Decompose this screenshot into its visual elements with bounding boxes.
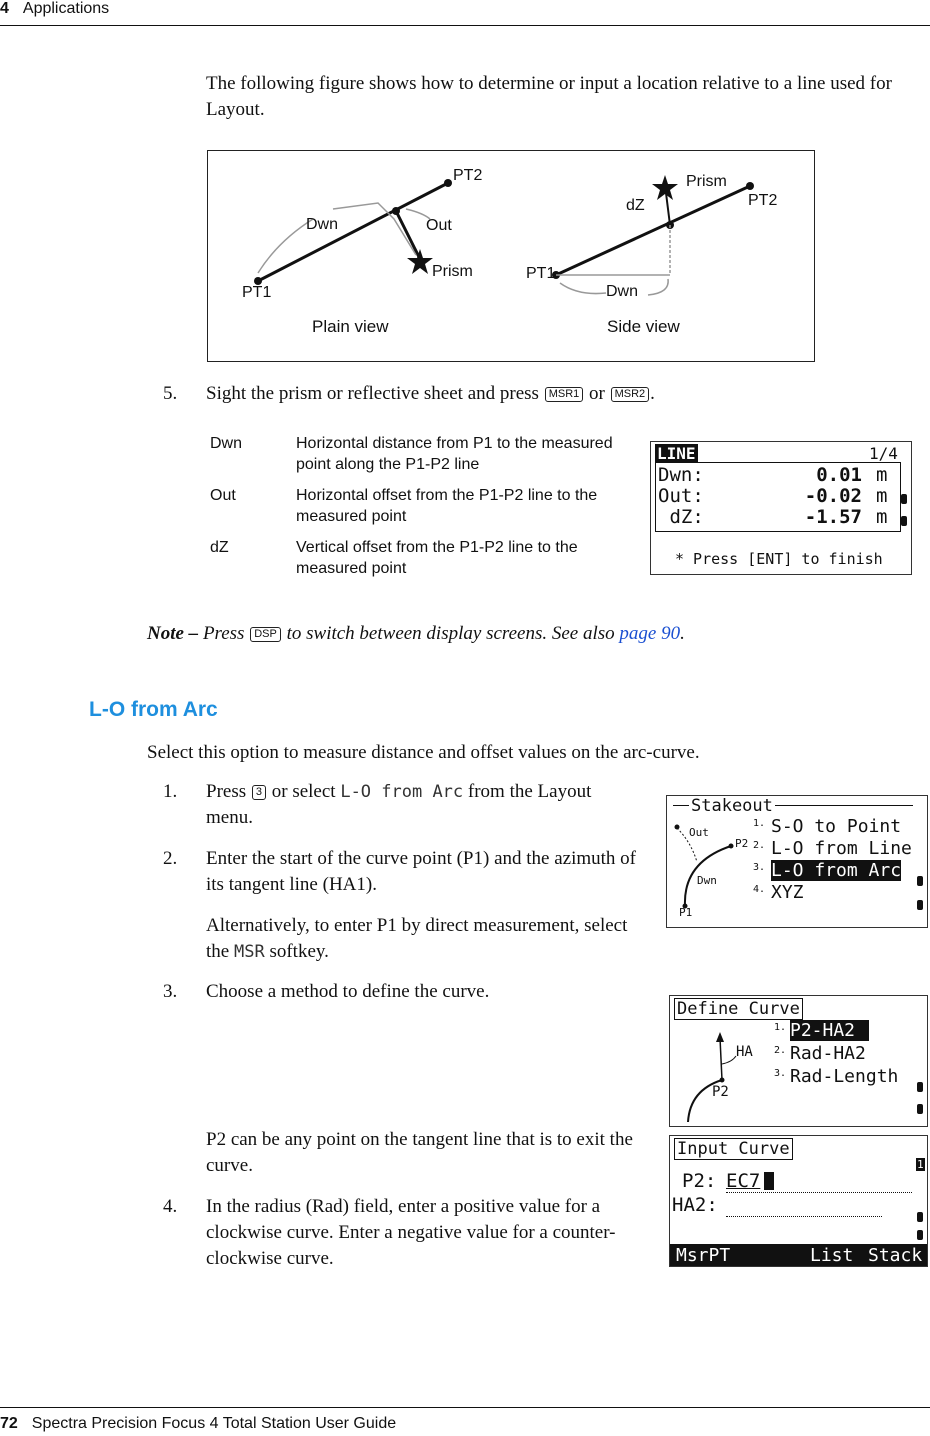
chapter-title: Applications bbox=[22, 0, 110, 17]
battery-icon bbox=[917, 1212, 923, 1222]
page-indicator: 1 bbox=[917, 1158, 924, 1171]
battery-icon bbox=[901, 494, 907, 504]
definition-row bbox=[210, 433, 630, 485]
side-pt1-label: PT1 bbox=[526, 265, 556, 282]
definition-row bbox=[210, 485, 630, 537]
define-curve-menu bbox=[774, 1020, 914, 1089]
definition-term: Out bbox=[210, 487, 236, 504]
dz-value: -1.57 bbox=[804, 506, 862, 528]
prism-star-side bbox=[652, 175, 678, 200]
dz-label: dZ: bbox=[658, 506, 704, 528]
menu-item-label: XYZ bbox=[771, 882, 804, 903]
side-dz-label: dZ bbox=[626, 197, 645, 214]
battery-icon-2 bbox=[901, 516, 907, 526]
define-curve-title: Define Curve bbox=[674, 998, 803, 1020]
menu-item-label: Rad-Length bbox=[790, 1066, 899, 1087]
msr2-key: MSR2 bbox=[611, 387, 650, 402]
menu-item[interactable] bbox=[753, 882, 915, 904]
line-screen-page: 1/4 bbox=[869, 444, 898, 463]
plain-prism-label: Prism bbox=[432, 263, 473, 280]
step-text: softkey. bbox=[269, 941, 329, 962]
step-text-end: . bbox=[650, 383, 655, 404]
softkey-list[interactable]: List bbox=[810, 1245, 854, 1266]
definition-term: Dwn bbox=[210, 435, 243, 452]
step-number: 2. bbox=[163, 848, 178, 869]
plain-out-label: Out bbox=[426, 217, 452, 234]
step-2-alternative bbox=[206, 913, 646, 965]
stakeout-screen bbox=[666, 795, 928, 928]
step-text: Choose a method to define the curve. bbox=[206, 981, 490, 1002]
step-text: or select bbox=[271, 781, 336, 802]
define-curve-diagram bbox=[676, 1026, 772, 1122]
battery-icon bbox=[917, 1082, 923, 1092]
menu-item[interactable] bbox=[774, 1043, 914, 1066]
definition-term: dZ bbox=[210, 539, 229, 556]
prism-star-plain bbox=[407, 249, 433, 274]
chapter-number: 4 bbox=[0, 0, 9, 17]
header-rule bbox=[0, 25, 930, 26]
note-end: . bbox=[680, 623, 685, 644]
note-text-2: to switch between display screens. See also bbox=[286, 623, 615, 644]
out-label: Out: bbox=[658, 485, 704, 507]
step-text: Alternatively, to enter P1 by direct measurement, select the bbox=[206, 915, 628, 962]
running-header bbox=[0, 0, 109, 18]
footer-rule bbox=[0, 1407, 930, 1408]
page-number: 72 bbox=[0, 1415, 18, 1432]
note-text-1: Press bbox=[202, 623, 245, 644]
stakeout-title: Stakeout bbox=[691, 796, 773, 816]
step-text: Press bbox=[206, 781, 247, 802]
menu-item[interactable] bbox=[753, 838, 915, 860]
out-unit: m bbox=[876, 485, 888, 507]
diagram-dwn-label: Dwn bbox=[697, 874, 717, 887]
line-screen-values bbox=[655, 462, 901, 532]
definition-desc: Horizontal distance from P1 to the measured point along the P1-P2 line bbox=[296, 435, 613, 473]
menu-item-number: 2. bbox=[753, 840, 766, 851]
menu-item-label: L-O from Arc bbox=[771, 860, 902, 881]
intro-paragraph: The following figure shows how to determine or input a location relative to a line used for Layout. bbox=[206, 73, 892, 120]
msr-softkey-code: MSR bbox=[233, 942, 265, 962]
section-heading: L-O from Arc bbox=[89, 698, 218, 721]
out-value: -0.02 bbox=[804, 485, 862, 507]
step-number: 4. bbox=[163, 1196, 178, 1217]
step-text: Sight the prism or reflective sheet and press bbox=[206, 383, 539, 404]
diagram-out-label: Out bbox=[689, 826, 709, 839]
menu-item-label: Rad-HA2 bbox=[790, 1043, 866, 1064]
section-intro: Select this option to measure distance and offset values on the arc-curve. bbox=[147, 742, 700, 763]
diagram-p1-label: P1 bbox=[679, 906, 693, 919]
dwn-label: Dwn: bbox=[658, 464, 704, 486]
note-label: Note – bbox=[147, 623, 199, 644]
ha2-field[interactable] bbox=[726, 1196, 882, 1217]
menu-item-number: 3. bbox=[774, 1068, 787, 1079]
battery-icon bbox=[917, 876, 923, 886]
menu-item-label: L-O from Line bbox=[771, 838, 912, 859]
step-5 bbox=[163, 381, 883, 407]
step-text: from the Layout menu. bbox=[206, 781, 592, 828]
side-prism-label: Prism bbox=[686, 173, 727, 190]
dwn-value: 0.01 bbox=[816, 464, 862, 486]
diagram-p2-label: P2 bbox=[712, 1084, 729, 1100]
menu-item-number: 1. bbox=[774, 1022, 787, 1033]
side-view-caption: Side view bbox=[607, 317, 680, 336]
step-number: 5. bbox=[163, 383, 178, 404]
battery-icon-2 bbox=[917, 1230, 923, 1240]
menu-item-number: 1. bbox=[753, 818, 766, 829]
side-dwn-label: Dwn bbox=[606, 283, 639, 300]
battery-icon-2 bbox=[917, 1104, 923, 1114]
dz-unit: m bbox=[876, 506, 888, 528]
msr1-key: MSR1 bbox=[545, 387, 584, 402]
running-footer bbox=[0, 1415, 396, 1433]
stakeout-menu bbox=[753, 816, 915, 904]
menu-item-number: 2. bbox=[774, 1045, 787, 1056]
guide-title: Spectra Precision Focus 4 Total Station User Guide bbox=[31, 1415, 397, 1432]
definition-row bbox=[210, 537, 630, 589]
p2-field-label: P2: bbox=[682, 1170, 717, 1192]
dwn-unit: m bbox=[876, 464, 888, 486]
page-90-link[interactable]: page 90 bbox=[619, 623, 681, 644]
step-text-or: or bbox=[589, 383, 605, 404]
diagram-p2-label: P2 bbox=[735, 837, 749, 850]
step-number: 1. bbox=[163, 781, 178, 802]
battery-icon-2 bbox=[917, 900, 923, 910]
definition-table bbox=[210, 433, 630, 589]
text-cursor bbox=[764, 1172, 774, 1190]
note bbox=[147, 621, 907, 647]
softkey-msrpt[interactable]: MsrPT bbox=[676, 1245, 731, 1266]
step-number: 3. bbox=[163, 981, 178, 1002]
input-curve-screen bbox=[669, 1135, 928, 1267]
menu-item-selected[interactable] bbox=[774, 1020, 914, 1043]
step-text: Enter the start of the curve point (P1) and the azimuth of its tangent line (HA1). bbox=[206, 848, 637, 895]
plain-pt1-label: PT1 bbox=[242, 284, 272, 301]
p2-field-value: EC7 bbox=[726, 1170, 761, 1192]
menu-item-number: 4. bbox=[753, 884, 766, 895]
dsp-key: DSP bbox=[250, 627, 281, 642]
p2-field[interactable] bbox=[726, 1172, 912, 1193]
menu-item[interactable] bbox=[774, 1066, 914, 1089]
ha2-field-label: HA2: bbox=[672, 1194, 718, 1216]
input-curve-title: Input Curve bbox=[674, 1138, 793, 1160]
line-screen-title: LINE bbox=[657, 444, 696, 463]
key-3: 3 bbox=[252, 785, 266, 800]
define-curve-screen bbox=[669, 995, 928, 1127]
menu-item[interactable] bbox=[753, 816, 915, 838]
diagram-ha-label: HA bbox=[736, 1044, 753, 1060]
menu-item-label: S-O to Point bbox=[771, 816, 902, 837]
plain-view-caption: Plain view bbox=[312, 317, 389, 336]
plain-pt2-label: PT2 bbox=[453, 167, 483, 184]
definition-desc: Vertical offset from the P1-P2 line to the measured point bbox=[296, 539, 578, 577]
menu-code: L-O from Arc bbox=[340, 782, 464, 802]
menu-item-label: P2-HA2 bbox=[790, 1020, 869, 1041]
menu-item-number: 3. bbox=[753, 862, 766, 873]
side-pt2-label: PT2 bbox=[748, 192, 778, 209]
step-text: In the radius (Rad) field, enter a positive value for a clockwise curve. Enter a negative value for a counter-clockwise curve. bbox=[206, 1196, 616, 1269]
line-screen bbox=[650, 441, 912, 575]
definition-desc: Horizontal offset from the P1-P2 line to the measured point bbox=[296, 487, 598, 525]
line-figure bbox=[207, 150, 815, 362]
menu-item-selected[interactable] bbox=[753, 860, 915, 882]
softkey-bar bbox=[670, 1244, 927, 1266]
step-3-note: P2 can be any point on the tangent line that is to exit the curve. bbox=[206, 1129, 633, 1176]
softkey-stack[interactable]: Stack bbox=[868, 1245, 923, 1266]
line-screen-footer: * Press [ENT] to finish bbox=[675, 550, 883, 568]
plain-dwn-label: Dwn bbox=[306, 216, 339, 233]
